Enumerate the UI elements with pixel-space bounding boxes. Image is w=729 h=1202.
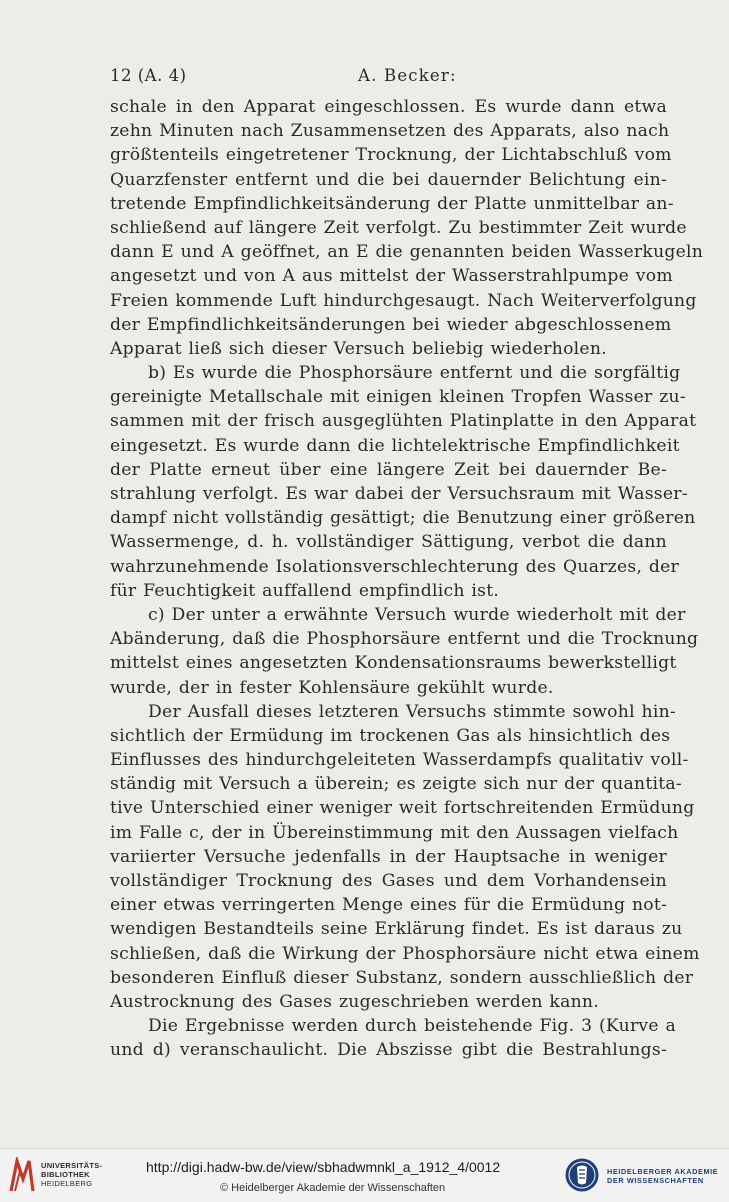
viewer-footer <box>0 1148 729 1202</box>
library-name-line: UNIVERSITÄTS- <box>41 1161 103 1170</box>
text-line: mittelst eines angesetzten Kondensationsraums bewerkstelligt <box>110 653 677 674</box>
text-line: angesetzt und von A aus mittelst der Wasserstrahlpumpe vom <box>110 266 673 287</box>
running-head <box>110 66 670 90</box>
text-line: variierter Versuche jedenfalls in der Hauptsache in weniger <box>110 846 667 867</box>
text-line: Apparat ließ sich dieser Versuch beliebig wiederholen. <box>110 338 607 359</box>
text-line: im Falle c, der in Übereinstimmung mit den Aussagen vielfach <box>110 822 679 843</box>
text-line: der Platte erneut über eine längere Zeit bei dauernder Be- <box>110 459 667 480</box>
text-line: Freien kommende Luft hindurchgesaugt. Nach Weiterverfolgung <box>110 290 697 311</box>
academy-name-line: DER WISSENSCHAFTEN <box>607 1176 704 1185</box>
text-line: Der Ausfall dieses letzteren Versuchs stimmte sowohl hin- <box>148 701 676 722</box>
library-name-line: BIBLIOTHEK <box>41 1170 90 1179</box>
academy-name <box>607 1167 718 1185</box>
text-line: für Feuchtigkeit auffallend empfindlich ist. <box>110 580 500 601</box>
text-line: sichtlich der Ermüdung im trockenen Gas als hinsichtlich des <box>110 725 671 746</box>
text-line: und d) veranschaulicht. Die Abszisse gibt die Bestrahlungs- <box>110 1040 667 1061</box>
text-line: zehn Minuten nach Zusammensetzen des Apparats, also nach <box>110 121 670 142</box>
paragraph <box>110 700 700 1014</box>
text-line: Einflusses des hindurchgeleiteten Wasserdampfs qualitativ voll- <box>110 750 689 771</box>
copyright-notice: © Heidelberger Akademie der Wissenschaften <box>220 1182 446 1194</box>
text-line: wurde, der in fester Kohlensäure gekühlt wurde. <box>110 677 554 698</box>
text-line: eingesetzt. Es wurde dann die lichtelektrische Empfindlichkeit <box>110 435 680 456</box>
text-line: ständig mit Versuch a überein; es zeigte sich nur der quantita- <box>110 774 682 795</box>
text-line: schließen, daß die Wirkung der Phosphorsäure nicht etwa einem <box>110 943 700 964</box>
text-line: Wassermenge, d. h. vollständiger Sättigung, verbot die dann <box>110 532 667 553</box>
text-line: sammen mit der frisch ausgeglühten Platinplatte in den Apparat <box>110 411 697 432</box>
page-number: 12 (A. 4) <box>110 66 187 85</box>
body-text <box>110 95 704 1063</box>
text-line: schale in den Apparat eingeschlossen. Es wurde dann etwa <box>110 97 667 117</box>
university-library-logo-icon <box>9 1157 35 1193</box>
text-line: strahlung verfolgt. Es war dabei der Versuchsraum mit Wasser- <box>110 484 688 504</box>
text-line: c) Der unter a erwähnte Versuch wurde wiederholt mit der <box>148 604 686 625</box>
text-line: Quarzfenster entfernt und die bei dauernder Belichtung ein- <box>110 169 667 190</box>
text-line: Die Ergebnisse werden durch beistehende Fig. 3 (Kurve a <box>148 1016 677 1037</box>
text-line: tive Unterschied einer weniger weit fortschreitenden Ermüdung <box>110 798 695 819</box>
text-line: wendigen Bestandteils seine Erklärung findet. Es ist daraus zu <box>110 919 683 940</box>
text-line: gereinigte Metallschale mit einigen kleinen Tropfen Wasser zu- <box>110 387 686 408</box>
library-name-line: HEIDELBERG <box>41 1179 93 1188</box>
text-line: einer etwas verringerten Menge eines für die Ermüdung not- <box>110 895 668 916</box>
university-library-name <box>41 1161 102 1188</box>
paragraph <box>110 95 704 361</box>
permalink-url[interactable]: http://digi.hadw-bw.de/view/sbhadwmnkl_a_1912_4/0012 <box>146 1159 501 1175</box>
text-line: besonderen Einfluß dieser Substanz, sondern ausschließlich der <box>110 967 694 988</box>
text-line: dann E und A geöffnet, an E die genannten beiden Wasserkugeln <box>110 242 704 263</box>
paragraph <box>110 603 699 700</box>
text-line: Austrocknung des Gases zugeschrieben werden kann. <box>110 991 599 1012</box>
paragraph <box>110 1014 677 1062</box>
academy-name-line: HEIDELBERGER AKADEMIE <box>607 1167 719 1176</box>
text-line: Abänderung, daß die Phosphorsäure entfernt und die Trocknung <box>110 629 699 650</box>
text-line: wahrzunehmende Isolationsverschlechterung des Quarzes, der <box>110 556 680 577</box>
text-line: größtenteils eingetretener Trocknung, der Lichtabschluß vom <box>110 145 672 166</box>
running-head-author: A. Becker: <box>358 66 457 85</box>
text-line: schließend auf längere Zeit verfolgt. Zu bestimmter Zeit wurde <box>110 217 687 238</box>
text-line: vollständiger Trocknung des Gases und dem Vorhandensein <box>110 871 667 891</box>
text-line: b) Es wurde die Phosphorsäure entfernt und die sorgfältig <box>148 363 681 384</box>
text-line: tretende Empfindlichkeitsänderung der Platte unmittelbar an- <box>110 193 674 214</box>
text-line: dampf nicht vollständig gesättigt; die Benutzung einer größeren <box>110 508 696 529</box>
academy-seal-icon <box>564 1155 600 1195</box>
paragraph <box>110 361 697 603</box>
text-line: der Empfindlichkeitsänderungen bei wieder abgeschlossenem <box>110 314 672 335</box>
